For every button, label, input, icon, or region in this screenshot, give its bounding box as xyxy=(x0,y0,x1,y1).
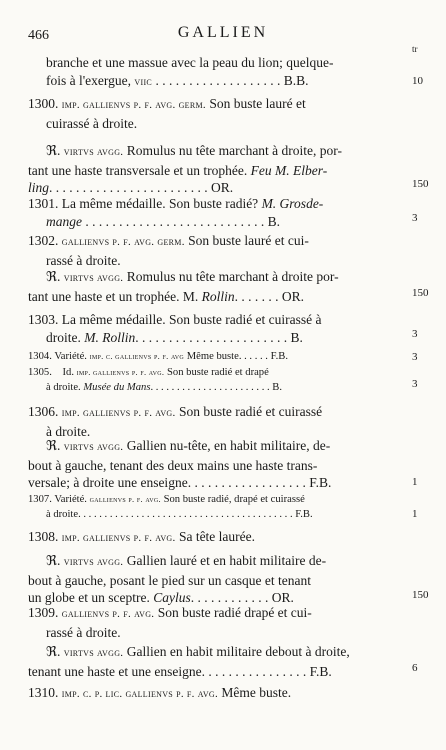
legend: imp. gallienvs p. f. avg. xyxy=(61,407,176,419)
text-line: Même buste xyxy=(184,351,239,362)
reverse-mark: ℜ. xyxy=(46,143,61,158)
entry-1300 xyxy=(28,95,408,132)
legend: virtvs avgg. xyxy=(63,647,124,659)
text-line: Gallien en habit militaire debout à droite, xyxy=(123,644,350,659)
legend: imp. c. gallienvs p. f. avg xyxy=(89,351,185,361)
text-line: Variété. xyxy=(54,494,90,505)
text-line: rassé à droite. xyxy=(46,252,121,268)
leader-dots: . . . . . . . . . . . . . . . . xyxy=(201,663,310,679)
legend: gallienvs p. f. avg. xyxy=(61,608,155,620)
leader-dots: . . . . . . . . . . . . . . . . . . . . . . . xyxy=(135,329,291,345)
text-line: droite. xyxy=(46,329,85,345)
entry-1306 xyxy=(28,403,408,440)
entry-number: 1306. xyxy=(28,404,59,419)
entry-number: 1308. xyxy=(28,529,59,544)
rarity-mark: F.B. xyxy=(309,663,332,679)
margin-note: tr xyxy=(412,44,418,54)
legend: imp. gallienvs p. f. avg. xyxy=(61,532,176,544)
rarity-mark: F.B. xyxy=(295,509,313,520)
entry-1304 xyxy=(28,349,408,364)
rarity-mark: F.B. xyxy=(270,351,288,362)
text-line: La même médaille. Son buste radié et cuirassé à xyxy=(58,312,322,327)
value: 10 xyxy=(412,75,423,87)
text-line: rassé à droite. xyxy=(46,624,121,640)
value: 3 xyxy=(412,328,418,340)
value: 3 xyxy=(412,351,418,363)
entry-1309 xyxy=(28,604,408,641)
legend: imp. gallienvs p. f. avg. germ. xyxy=(61,99,206,111)
rarity-mark: B. xyxy=(272,382,282,393)
collection: mange xyxy=(46,213,82,229)
value: 6 xyxy=(412,662,418,674)
entry-number: 1307. xyxy=(28,494,52,505)
text-line: Gallien lauré et en habit militaire de- xyxy=(123,553,327,568)
value: 3 xyxy=(412,212,418,224)
text-line: Id. xyxy=(62,367,77,378)
legend: virtvs avgg. xyxy=(63,441,124,453)
text-line: Son buste radié, drapé et cuirassé xyxy=(160,494,305,505)
text-line: branche et une massue avec la peau du lion; quelque- xyxy=(46,55,334,70)
entry-number: 1305. xyxy=(28,367,52,378)
text-line: Gallien nu-tête, en habit militaire, de- xyxy=(123,438,331,453)
value: 3 xyxy=(412,378,418,390)
leader-dots: . . . . . . . . . . . . xyxy=(190,590,272,605)
legend: gallienvs p. f. avg. xyxy=(89,494,161,504)
running-title: GALLIEN xyxy=(177,24,269,41)
entry-number: 1310. xyxy=(28,685,59,700)
collection: Musée du Mans xyxy=(83,382,151,393)
legend: gallienvs p. f. avg. germ. xyxy=(61,236,185,248)
entry-1305 xyxy=(28,365,408,395)
entry-number: 1300. xyxy=(28,96,59,111)
text-line: bout à gauche, tenant des deux mains une haste trans- xyxy=(28,457,318,473)
collection: M. Rollin xyxy=(84,329,136,345)
rarity-mark: B.B. xyxy=(283,72,309,88)
entry-number: 1301. xyxy=(28,196,59,211)
text-line: Romulus nu tête marchant à droite por- xyxy=(123,269,339,284)
entry-reverse xyxy=(28,142,408,197)
rarity-mark: B. xyxy=(290,329,303,345)
text-line: bout à gauche, posant le pied sur un casque et tenant xyxy=(28,572,312,588)
text-line: à droite. xyxy=(46,423,91,439)
entry-reverse xyxy=(28,437,408,492)
legend: imp. gallienvs p. f. avg. xyxy=(76,367,165,377)
text-line: tant une haste transversale et un trophée. xyxy=(28,162,251,178)
legend: virtvs avgg. xyxy=(63,146,124,158)
text-line: fois à l'exergue, xyxy=(46,72,135,88)
entry-number: 1302. xyxy=(28,233,59,248)
rarity-mark: OR. xyxy=(281,288,304,304)
leader-dots: . . . . . . . . . . . . . . . . . . . . . . . . . . . xyxy=(82,213,268,229)
collection: ling xyxy=(28,180,50,195)
reverse-mark: ℜ. xyxy=(46,553,61,568)
text-line: Même buste. xyxy=(218,685,292,700)
text-line: un globe et un sceptre. xyxy=(28,590,154,605)
reverse-mark: ℜ. xyxy=(46,438,61,453)
text-line: Romulus nu tête marchant à droite, por- xyxy=(123,143,343,158)
text-line: cuirassé à droite. xyxy=(46,115,138,131)
entry-number: 1309. xyxy=(28,605,59,620)
value: 1 xyxy=(412,476,418,488)
entry-1301 xyxy=(28,195,408,230)
leader-dots: . . . . . . . . . . . . . . . . . . . . . . . . xyxy=(49,180,212,195)
entry-1308 xyxy=(28,528,408,548)
entry-1307 xyxy=(28,492,408,522)
reverse-mark: ℜ. xyxy=(46,644,61,659)
leader-dots: . . . . . . . . . . . . . . . . . . . . . . . . . . . . . . . . . . . . . . . . . xyxy=(78,509,296,520)
text-line: Son buste radié et cuirassé xyxy=(175,404,323,419)
value: 150 xyxy=(412,589,429,601)
text-line: Son buste lauré et cui- xyxy=(184,233,309,248)
exergue-legend: viic xyxy=(134,75,153,88)
collection: Feu M. Elber- xyxy=(250,162,328,178)
entry-continuation xyxy=(46,54,406,91)
collection: Rollin xyxy=(201,288,235,304)
rarity-mark: OR. xyxy=(271,590,294,605)
leader-dots: . . . . . . . . . . . . . . . . . . . . . . . xyxy=(150,382,273,393)
entry-1303 xyxy=(28,311,408,346)
entry-1310 xyxy=(28,684,408,704)
collection: M. Grosde- xyxy=(261,196,324,211)
text-line: à droite xyxy=(46,509,79,520)
rarity-mark: F.B. xyxy=(309,475,332,490)
rarity-mark: OR. xyxy=(211,180,234,195)
entry-number: 1304. xyxy=(28,351,52,362)
legend: virtvs avgg. xyxy=(63,556,124,568)
value: 150 xyxy=(412,178,429,190)
text-line: tenant une haste et une enseigne xyxy=(28,663,202,679)
entry-1302 xyxy=(28,232,408,269)
text-line: Son buste radié et drapé xyxy=(164,367,269,378)
text-line: Son buste lauré et xyxy=(205,96,306,111)
leader-dots: . . . . . . . . . . . . . . . . . . xyxy=(187,475,310,490)
entry-reverse xyxy=(28,268,408,305)
value: 150 xyxy=(412,287,429,299)
collection: Caylus xyxy=(153,590,191,605)
rarity-mark: B. xyxy=(267,213,281,229)
text-line: versale; à droite une enseigne xyxy=(28,475,188,490)
text-line: tant une haste et un trophée. M. xyxy=(28,288,202,304)
entry-reverse xyxy=(28,552,408,607)
leader-dots: . . . . . . xyxy=(238,351,271,362)
text-line: Variété. xyxy=(54,351,90,362)
text-line: Son buste radié drapé et cui- xyxy=(154,605,312,620)
page-number: 466 xyxy=(28,28,49,43)
value: 1 xyxy=(412,508,418,520)
reverse-mark: ℜ. xyxy=(46,269,61,284)
entry-reverse xyxy=(28,643,408,680)
leader-dots: . . . . . . . . . . . . . . . . . . . xyxy=(152,72,284,88)
text-line: Sa tête laurée. xyxy=(175,529,256,544)
text-line: à droite. xyxy=(46,382,84,393)
legend: imp. c. p. lic. gallienvs p. f. avg. xyxy=(61,688,219,700)
entry-number: 1303. xyxy=(28,312,59,327)
leader-dots: . . . . . . . xyxy=(234,288,282,304)
legend: virtvs avgg. xyxy=(63,272,124,284)
text-line: La même médaille. Son buste radié? xyxy=(58,196,262,211)
